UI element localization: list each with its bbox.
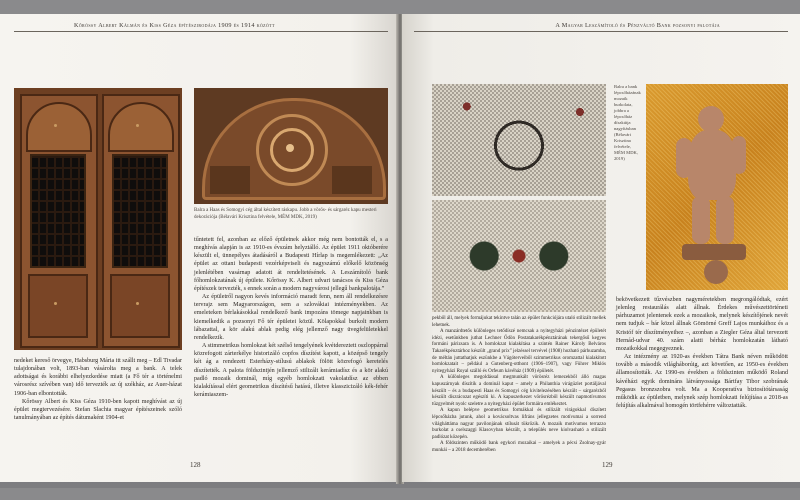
right-page-text-right-column xyxy=(616,296,788,410)
paragraph: nedeket kereső örvegye, Habsburg Mária itt szállt meg – Edl Tivadar tulajdonában volt, 1893-ban vásárolta meg a bank. A telek adottságai és korábbi elhelyezkedése miatt (a Fő tér a történelmi városrész szívében van) idő tervezték az új székház, az Auer-házat 1906-ban elbontották. xyxy=(14,358,182,397)
left-page-text-left-column xyxy=(14,357,182,422)
paragraph: tűntetett fel, azonban az előző épületnek akkor még nem bontották el, s a meghívás alapján is az 1910-es évszám helyztálló. Az épület 1911 októberére készült el, ünnepélyes átadásáról a Budapesti Hírlap is megemlékezett: „Az épület az ottani budapesti vezérképviseli és nagyszámú előkelő közönség jelenlétében vasárnap adatott át rendeltetésének. A Leszámítoló bank főhomlokzatának új épülete. Kőrössy K. Albert udvari tanácsos és Kiss Géza építészek tervezték, s ennek során a modern nagyvárosi jellegű bankpalotája.” xyxy=(194,237,388,292)
door-photo xyxy=(14,88,182,350)
paragraph: A különleges megoldással megmunkált vörösréz lemezekből álló magas kapuszárnyak díszítik a dominál kaput – amely a Philanthia virágüzlet portáljával készült – és a budapesti Haas és Somogyi cég kivitelezésében készült – sárgarézből készült díszrácozat egészíti ki. A kapuszerkezet vörösrézből készült napmotívumos tüzgyelmét nyolc szeletre a nyitegyházi épület formáira emlékeztet. xyxy=(432,375,606,407)
mosaic-photo-bottom xyxy=(432,200,606,312)
paragraph: Kőrössy Albert és Kiss Géza 1910-ben kapott meghívást az új épület megtervezésére. Stefan Slachta magyar építészeinek szóló tanulmányában az építés dátumaként 1904-et xyxy=(14,398,182,422)
right-page-text-left-column xyxy=(432,316,606,454)
left-page-number: 128 xyxy=(190,461,201,469)
right-header-rule xyxy=(414,31,788,32)
paragraph: Az épületről nagyon kevés információ maradt fenn, nem áll rendelkezésre tervrajz sem Magyarországon, sem a szlovákiai intézményekben. Az emeleteken bérlakásokkal rendelkező bank impozáns tömege napjainkban is kiemelkedik a pozsonyi Fő tér épületei közül. Kölapokkal burkolt modern lábazattal, a kör alakú ablak pedig elég jellemző nagy üvegfelületekkel rendelkezik. xyxy=(194,294,388,341)
paragraph: A kapun belépve geometrikus formákkal és stilizált virágokkal díszített lépcsőházba jutunk, ahol a kovácsoltvas lifráns jellegzetes motívumai a sorrend világháttáma nagyar pavilonjának stílusát tükrözik. A mozaik motívumos terrazzo burkolat a cselszaggi Klasovyban készült, a település neve kiolvasható a stilizált padlózat közepén. xyxy=(432,408,606,440)
book-spread xyxy=(0,14,800,488)
paragraph: Az intézmény az 1920-as években Tátra Bank néven működött tovább a második világháborúig, azt követően, az 1950-es években államosították. Az 1990-es években a földszinten működő Roland kávéházi egyik domináns látványossága Bártfay Tibor szobrának Pegasus bronzszobra volt. Ma a Kooperatíva biztosítótársaság működik az épületben, melynek szép homlokzati felújítása a 2018-as felújítás alkalmával homogén törtfehérre változtatták. xyxy=(616,354,788,410)
paragraph: A földszinten működő bank egykori mozaikai – amelyek a pécsi Zsolnay-gyár munkái – a 2018 decemberében xyxy=(432,441,606,453)
paragraph: A stimmetrikus homlokzat két szélső tengelyének kvétdereztett oszloppárral közrefogott zárterkélye historizáló copfos díszítést kapott, a középső tengely két ág a rendezett Esterházy-stílusú ablakok fölött közrefogó keretelés díszítették. A palota földszintjén jellemző stilizált kerámiadísz és a kör alakú padló mozaik dominál, míg egyéb homlokzati vakolatdísz az ebben kialakítással elért geometrikus díszítésű hatású, illetve klasszicizáló kék-fehér kerámiaszem- xyxy=(194,343,388,398)
right-running-head: A Magyar Leszámítoló és Pénzváltó Bank pozsonyi palotája xyxy=(555,22,720,29)
left-running-head: Kőrössy Albert Kálmán és Kiss Géza építészirodája 1909 és 1914 között xyxy=(74,22,275,29)
statue-caption: Balra a bank lépcsőházának mozaik burkolata, jobbra a lépcsőház díszkútja nagyításban (Bélavári Krisztina felvétele, MÉM MDK, 2019) xyxy=(614,84,641,161)
paragraph: A manzárdtetős különleges tetődíszé nemcsak a nyitegyházi pénzintézet épületét idézi, esetünkben juthat Lechner Ödön Postatakarékpénztárának tekergősű kegyes formáni párizsara is. A homlokzat kialakítása a szintén Rainer Károly Belváros Takarékpénztárhoz készült „grand prix” jelzéssel tervével (1908) hozható párhuzamba, de méltán juttathatjuk eszünkbe a Vágóterveiből szimmetrikus oromzattal kialakított homlokzatait – például a Gutenberg-otthont (1906–1907), vagy Führer Miklós nyitegyházi Royal szálló és Orfeum kávéház (1909) épületét. xyxy=(432,329,606,374)
paragraph: pekből áll, melyek formájukat tekintve talán az épület funkciójára utaló stilizált mellek lehetnek. xyxy=(432,316,606,328)
door-detail-photo xyxy=(194,88,388,204)
detail-caption: Balra a Haas és Somogyi cég által készített ráskapu. Jobb a vörös- és sárgaréz kapu mesteri dekorációja (Bélavári Krisztina felvétele, MÉM MDK, 2019) xyxy=(194,208,377,220)
paragraph: bekövetkezett tűzvészben nagyméretekben megrongálódtak, ezért jelenleg restaurálás alatt állnak. Érdekes művészettörténeti párhuzamot jelentenek ezek a mozaikok, melynek készítőjének nevét nem tudjuk – bár közel állnak Gömörné Greff Lajos munkáihoz és a Kristóf tér díszítményeihez –, azonban a Ziegler Géza által tervezett Hernád-udvar 40. szám alatti bérház homlokzatán látható mozaikokkal megegyeznek. xyxy=(616,297,788,352)
right-page xyxy=(402,14,800,482)
right-page-number: 129 xyxy=(602,461,613,469)
mosaic-photo-top xyxy=(432,84,606,196)
left-page xyxy=(0,14,398,482)
fountain-statue-photo xyxy=(646,84,788,290)
left-page-text-right-column xyxy=(194,236,388,399)
left-header-rule xyxy=(14,31,388,32)
